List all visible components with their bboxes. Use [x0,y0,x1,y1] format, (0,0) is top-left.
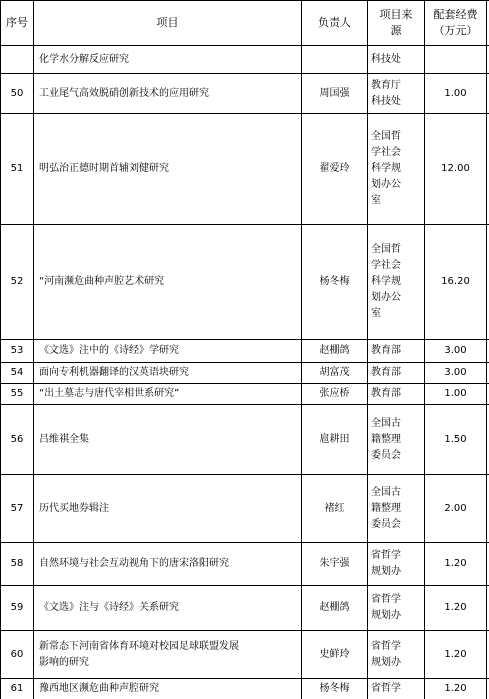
table-row: 教育部 [371,367,401,378]
table-row: 周国强 [319,87,350,99]
table-row: 张应桥 [319,388,350,399]
table-row: 工业尾气高效脱硝创新技术的应用研究 [39,87,209,99]
table-row: 教育部 [371,388,401,399]
table-row: 自然环境与社会互动视角下的唐宋洛阳研究 [39,558,229,569]
table-row: 《文选》注中的《诗经》学研究 [39,345,179,356]
table-row: 1.20 [444,648,467,660]
table-row: 扈耕田 [319,433,350,445]
table-row: 吕维祺全集 [39,433,89,445]
table-row: 胡富茂 [319,367,350,378]
table-row: 省哲学 规划办 [371,640,401,668]
table-row: 赵棚鸽 [319,602,350,613]
table-row: 赵棚鸽 [319,345,350,356]
table-row: 明弘治正德时期首辅刘健研究 [39,163,169,174]
table-row: 1.00 [444,388,467,399]
table-row: 省哲学 规划办 [371,594,401,621]
table-border [486,0,487,699]
table-row: 54 [10,367,24,378]
table-row: 豫西地区濒危曲种声腔研究 [39,683,159,694]
table-row: 史鲜玲 [319,648,350,660]
table-row: 3.00 [444,367,467,378]
table-row: “河南濒危曲种声腔艺术研究 [39,276,165,287]
table-row: 面向专利机器翻译的汉英语块研究 [39,367,189,378]
table-row: 59 [10,602,24,613]
table-row: 3.00 [444,345,467,356]
table-row: 55 [10,388,24,399]
table-row: 1.20 [444,558,467,569]
table-row: 杨冬梅 [319,276,350,287]
table-row [302,46,367,73]
table-row [1,46,33,73]
table-row: 全国古 籍整理 委员会 [371,417,401,461]
table-row: 省哲学 规划办 [371,550,401,577]
table-row: 全国哲 学社会 科学规 划办公 室 [371,244,401,319]
table-row: 褚红 [324,502,345,514]
table-row: 2.00 [444,502,467,514]
table-row: 翟爱玲 [319,163,350,174]
table-row: 杨冬梅 [319,683,350,694]
table-row: 教育厅 科技处 [371,79,401,107]
table-row: 56 [10,433,24,445]
table-row: 省哲学 [371,683,401,694]
table-row: 《文选》注与《诗经》关系研究 [39,602,179,613]
header-num: 序号 [6,15,28,29]
table-row: 新常态下河南省体育环境对校园足球联盟发展 影响的研究 [39,640,239,668]
table-row: 1.20 [444,602,467,613]
table-row: 1.50 [444,433,467,445]
table-row: 朱宇强 [319,558,350,569]
table-row: 52 [10,276,24,287]
table-row: 53 [10,345,24,356]
table-row: “出土墓志与唐代宰相世系研究” [39,388,180,399]
table-row: 51 [10,163,24,174]
table-row: 1.00 [444,87,467,99]
table-row: 科技处 [371,53,401,65]
table-row: 化学水分解反应研究 [39,53,129,65]
table-row: 61 [10,683,24,694]
table-row: 57 [10,502,24,514]
header-title: 项目 [156,15,179,29]
header-fund: 配套经费 （万元） [433,7,478,37]
header-source: 项目来 源 [379,7,413,37]
table-row: 60 [10,648,24,660]
table-row: 16.20 [441,276,470,287]
table-row: 全国哲 学社会 科学规 划办公 室 [371,131,401,206]
table-row: 教育部 [371,345,401,356]
table-row: 历代买地券辑注 [39,502,109,514]
table-row [425,46,486,73]
table-row: 1.20 [444,683,467,694]
table-row: 50 [10,87,24,99]
table-row: 12.00 [441,163,470,174]
table-row: 58 [10,558,24,569]
table-row: 全国古 籍整理 委员会 [371,486,401,530]
header-person: 负责人 [318,15,351,29]
